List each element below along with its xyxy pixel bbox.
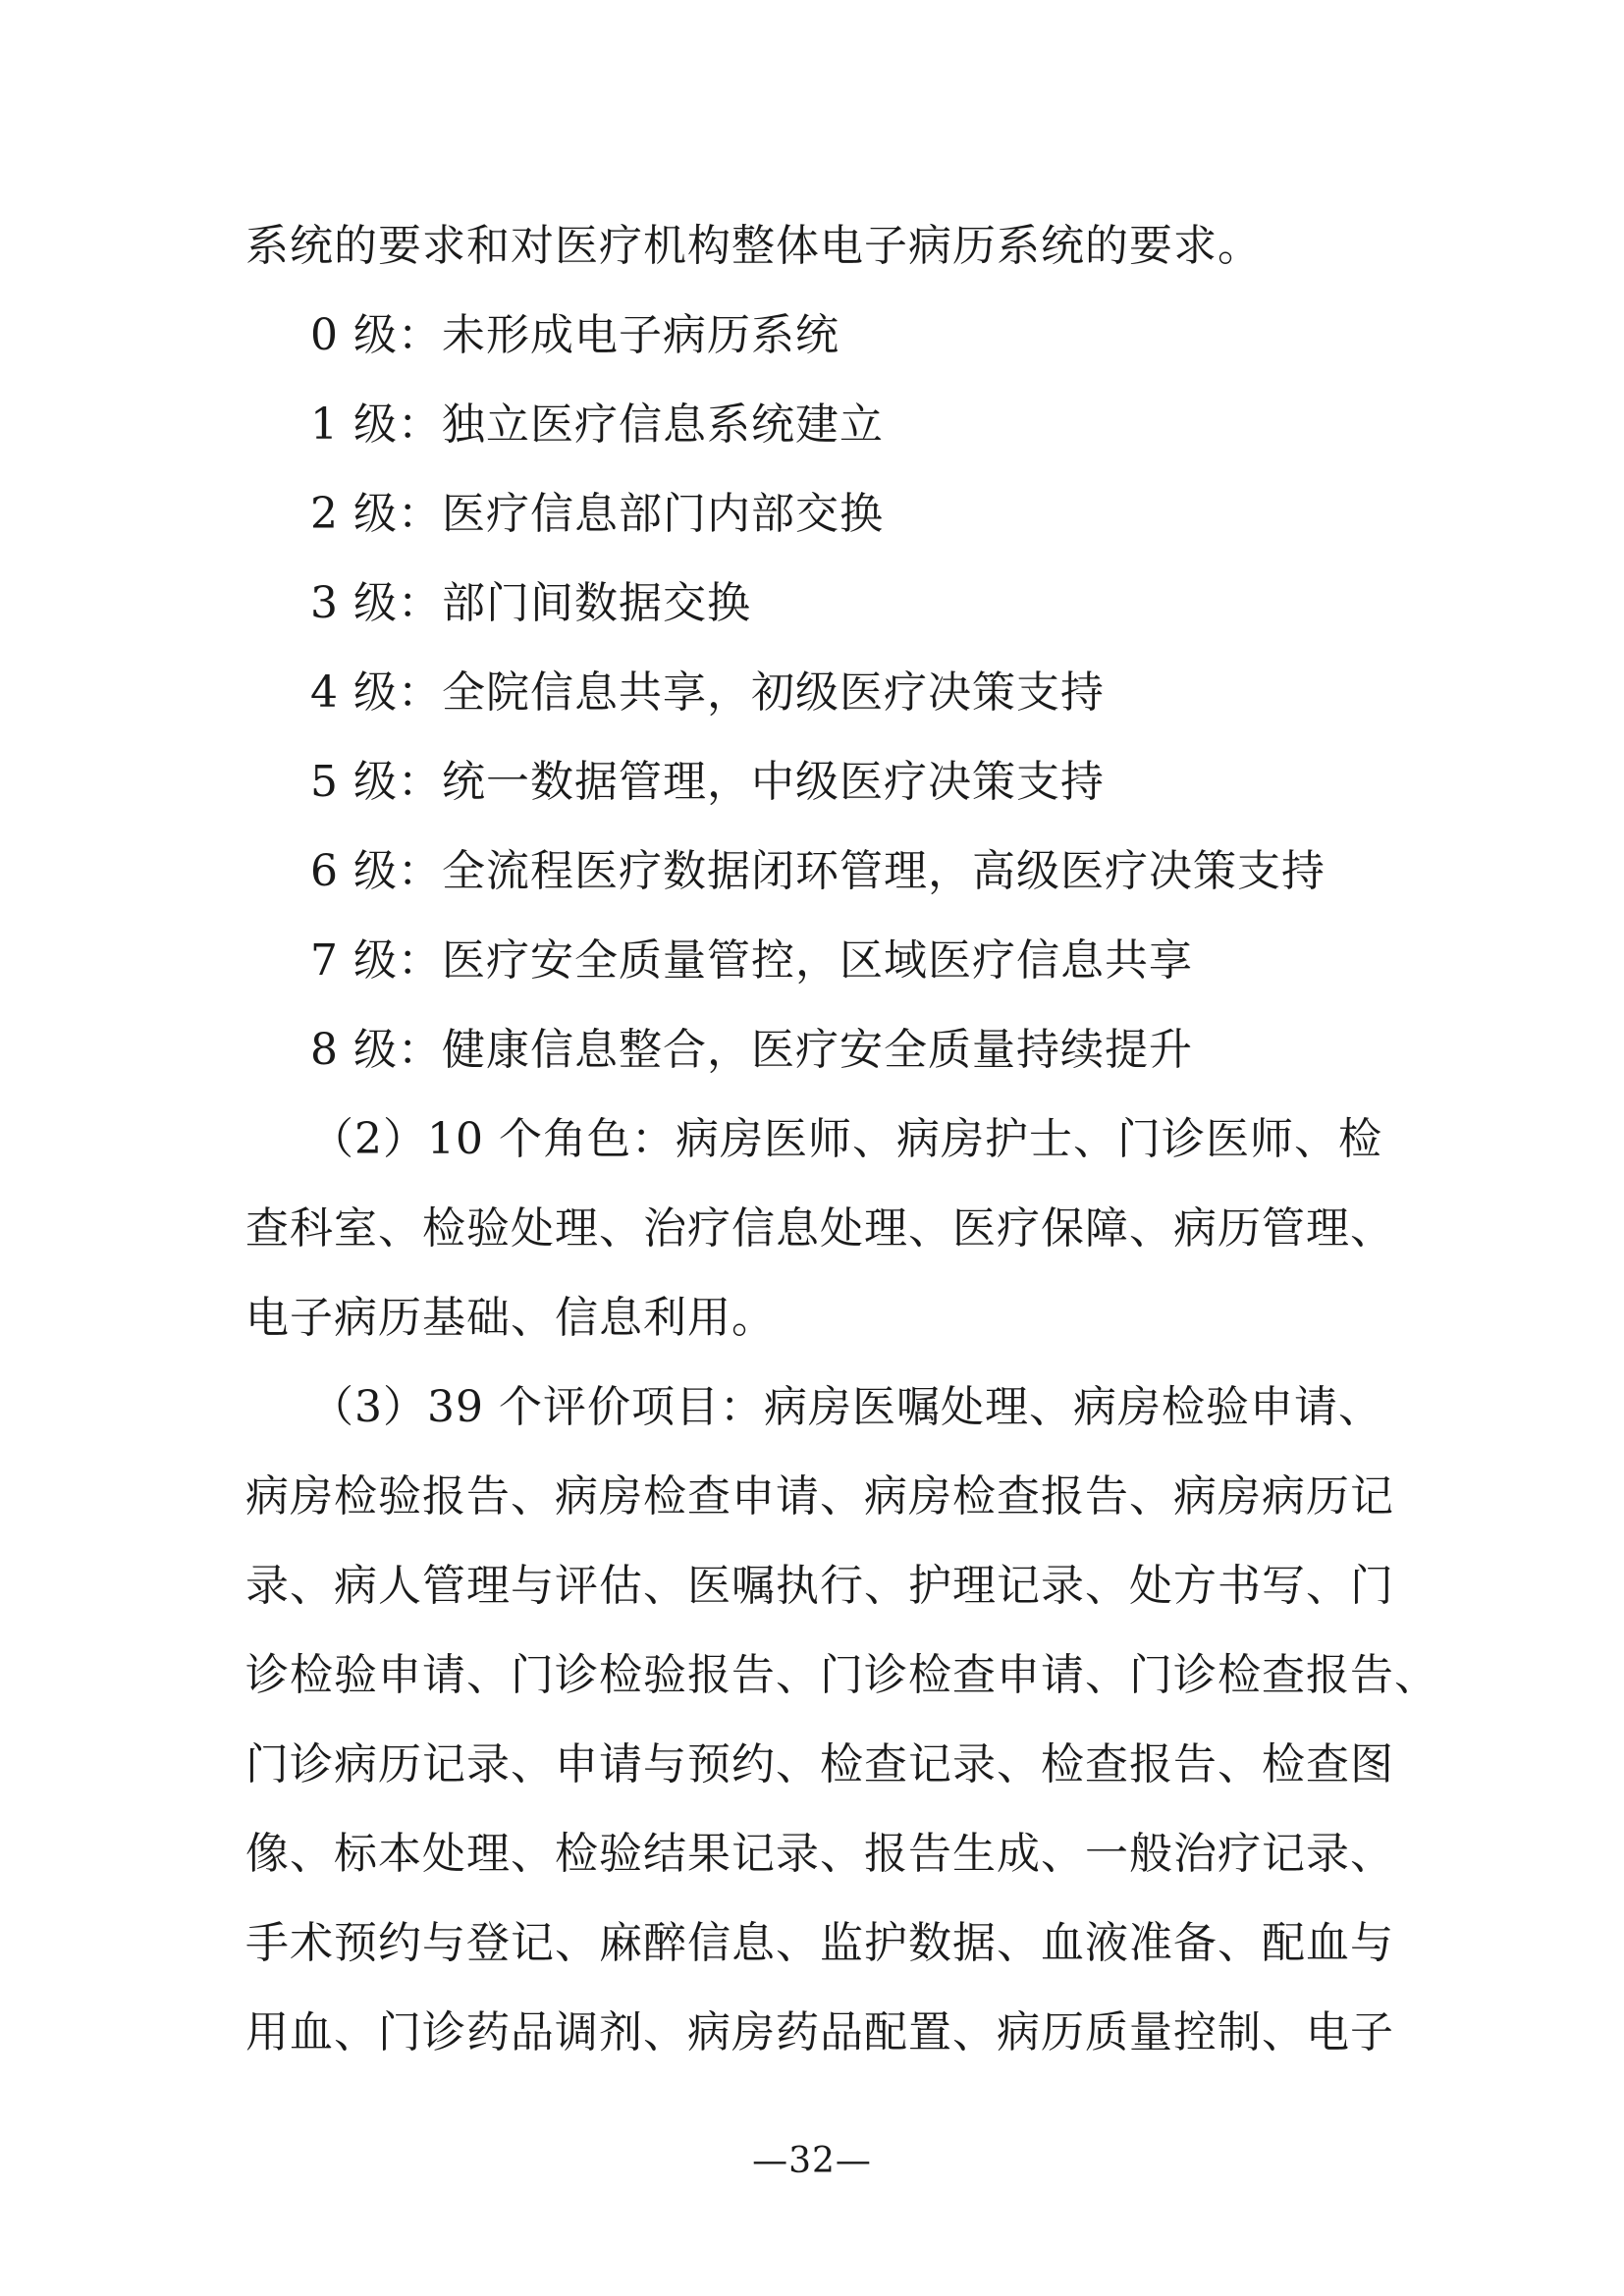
level-5-line: 5 级：统一数据管理，中级医疗决策支持 bbox=[310, 757, 1105, 807]
items-paragraph-line: 用血、门诊药品调剂、病房药品配置、病历质量控制、电子 bbox=[245, 2007, 1394, 2057]
items-paragraph-line: 诊检验申请、门诊检验报告、门诊检查申请、门诊检查报告、 bbox=[245, 1650, 1438, 1700]
roles-paragraph-line: 查科室、检验处理、治疗信息处理、医疗保障、病历管理、 bbox=[245, 1203, 1394, 1254]
level-2-line: 2 级：医疗信息部门内部交换 bbox=[310, 489, 884, 539]
roles-paragraph-line: 电子病历基础、信息利用。 bbox=[245, 1293, 776, 1343]
level-6-line: 6 级：全流程医疗数据闭环管理，高级医疗决策支持 bbox=[310, 846, 1326, 896]
items-paragraph-line: （3）39 个评价项目：病房医嘱处理、病房检验申请、 bbox=[310, 1382, 1382, 1432]
items-paragraph-line: 手术预约与登记、麻醉信息、监护数据、血液准备、配血与 bbox=[245, 1918, 1394, 1968]
level-3-line: 3 级：部门间数据交换 bbox=[310, 578, 751, 628]
level-0-line: 0 级：未形成电子病历系统 bbox=[310, 310, 839, 360]
page-number: —32— bbox=[752, 2141, 872, 2181]
items-paragraph-line: 录、病人管理与评估、医嘱执行、护理记录、处方书写、门 bbox=[245, 1561, 1394, 1611]
level-8-line: 8 级：健康信息整合，医疗安全质量持续提升 bbox=[310, 1025, 1193, 1075]
items-paragraph-line: 病房检验报告、病房检查申请、病房检查报告、病房病历记 bbox=[245, 1471, 1394, 1522]
text-line: 系统的要求和对医疗机构整体电子病历系统的要求。 bbox=[245, 221, 1262, 271]
roles-paragraph-line: （2）10 个角色：病房医师、病房护士、门诊医师、检 bbox=[310, 1114, 1382, 1164]
level-1-line: 1 级：独立医疗信息系统建立 bbox=[310, 400, 884, 450]
level-7-line: 7 级：医疗安全质量管控，区域医疗信息共享 bbox=[310, 935, 1193, 986]
document-body bbox=[245, 201, 1438, 2077]
level-4-line: 4 级：全院信息共享，初级医疗决策支持 bbox=[310, 667, 1105, 718]
items-paragraph-line: 像、标本处理、检验结果记录、报告生成、一般治疗记录、 bbox=[245, 1829, 1394, 1879]
items-paragraph-line: 门诊病历记录、申请与预约、检查记录、检查报告、检查图 bbox=[245, 1739, 1394, 1789]
